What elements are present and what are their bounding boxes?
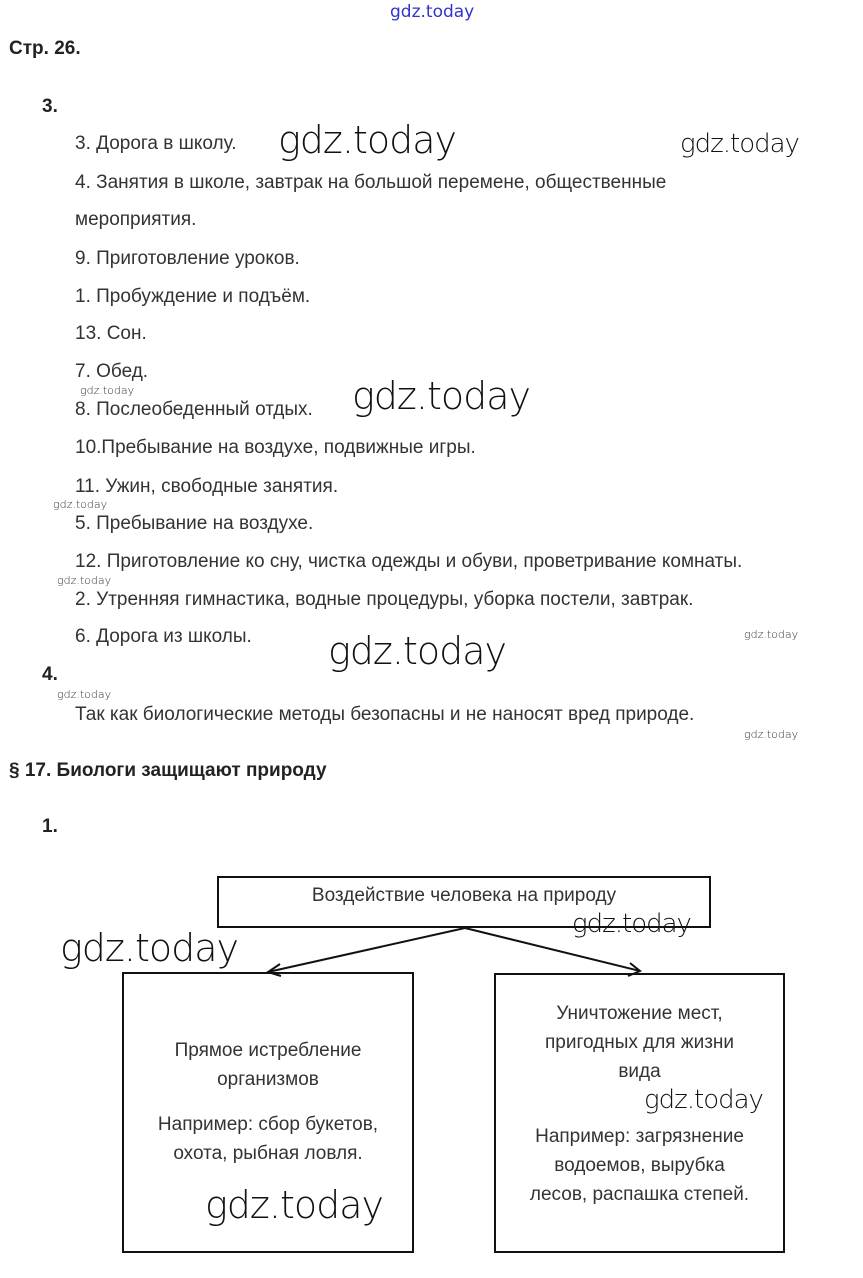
watermark-top: gdz.today — [390, 2, 475, 22]
list-item: 7. Обед. — [75, 361, 149, 382]
list-item: 9. Приготовление уроков. — [75, 248, 300, 269]
list-item: 3. Дорога в школу. — [75, 133, 237, 154]
list-item: 11. Ужин, свободные занятия. — [75, 476, 339, 497]
watermark: gdz.today — [644, 1085, 763, 1115]
list-item: 12. Приготовление ко сну, чистка одежды и обуви, проветривание комнаты. — [75, 551, 743, 572]
list-item: 8. Послеобеденный отдых. — [75, 399, 313, 420]
right-title-line: Уничтожение мест, — [556, 1003, 723, 1024]
task-4-answer: Так как биологические методы безопасны и не наносят вред природе. — [75, 704, 695, 725]
watermark: gdz.today — [53, 498, 108, 511]
watermark: gdz.today — [680, 129, 799, 159]
list-item: мероприятия. — [75, 209, 197, 230]
right-example-line: водоемов, вырубка — [554, 1155, 725, 1176]
task-4-number: 4. — [42, 664, 58, 685]
watermark: gdz.today — [278, 118, 456, 162]
list-item: 10.Пребывание на воздухе, подвижные игры. — [75, 437, 476, 458]
watermark: gdz.today — [328, 629, 506, 673]
watermark: gdz.today — [352, 374, 530, 418]
right-title-line: вида — [618, 1061, 661, 1082]
watermark: gdz.today — [205, 1183, 383, 1227]
list-item: 4. Занятия в школе, завтрак на большой перемене, общественные — [75, 172, 667, 193]
left-example-line: охота, рыбная ловля. — [173, 1143, 363, 1164]
left-example-line: Например: сбор букетов, — [157, 1114, 379, 1135]
list-item: 1. Пробуждение и подъём. — [75, 286, 311, 307]
page-heading: Стр. 26. — [9, 38, 81, 59]
task-3-number: 3. — [42, 96, 58, 117]
watermark: gdz.today — [60, 926, 238, 970]
left-title-line: организмов — [217, 1069, 319, 1090]
left-title-line: Прямое истребление — [174, 1040, 362, 1061]
arrow-left — [268, 928, 465, 972]
diagram-root-label: Воздействие человека на природу — [311, 885, 617, 906]
watermark: gdz.today — [744, 628, 799, 641]
watermark: gdz.today — [572, 909, 691, 939]
list-item: 13. Сон. — [75, 323, 147, 344]
watermark: gdz.today — [80, 384, 135, 397]
list-item: 5. Пребывание на воздухе. — [75, 513, 314, 534]
watermark: gdz.today — [57, 574, 112, 587]
right-title-line: пригодных для жизни — [544, 1032, 735, 1053]
watermark: gdz.today — [744, 728, 799, 741]
right-example-line: Например: загрязнение — [535, 1126, 744, 1147]
watermark: gdz.today — [57, 688, 112, 701]
list-item: 2. Утренняя гимнастика, водные процедуры, уборка постели, завтрак. — [75, 589, 694, 610]
section-title: § 17. Биологи защищают природу — [9, 760, 327, 781]
task-1-number: 1. — [42, 816, 58, 837]
list-item: 6. Дорога из школы. — [75, 626, 252, 647]
right-example-line: лесов, распашка степей. — [529, 1184, 750, 1205]
